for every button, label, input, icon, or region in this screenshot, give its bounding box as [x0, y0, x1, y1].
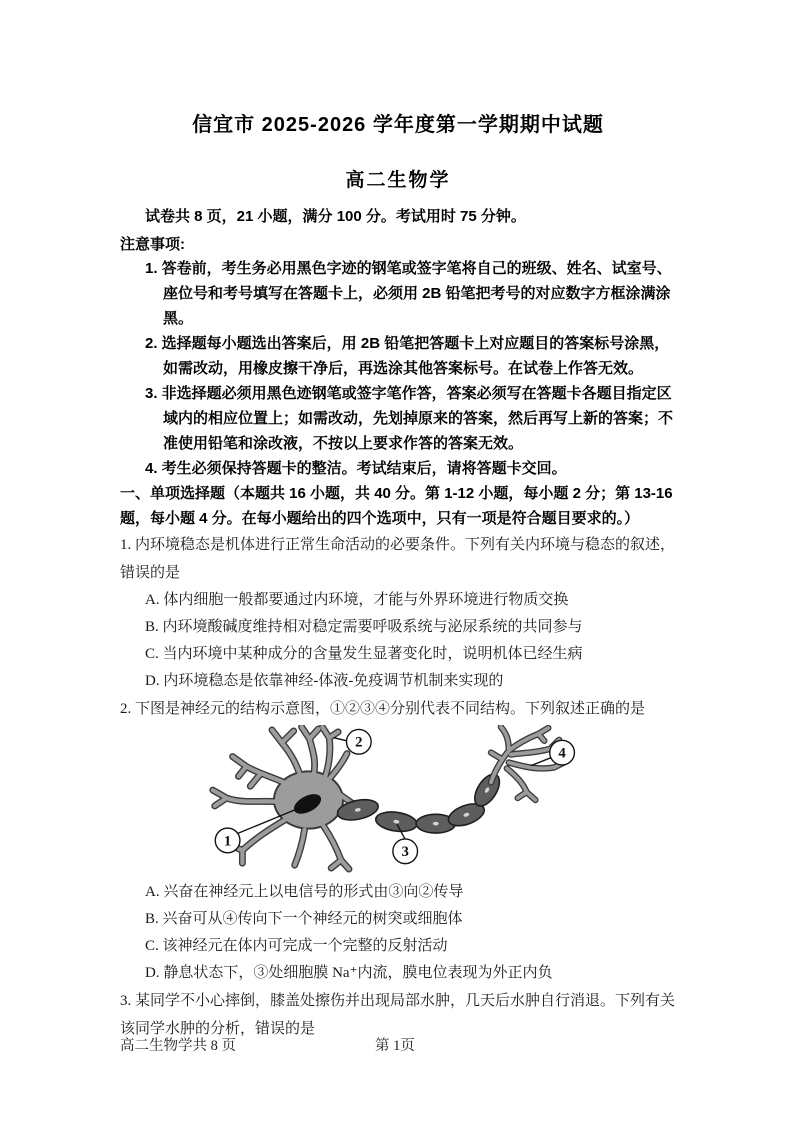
- question-1-option-c: C. 当内环境中某种成分的含量发生显著变化时，说明机体已经生病: [145, 646, 583, 662]
- svg-text:1: 1: [223, 833, 232, 850]
- question-1-option-a: A. 体内细胞一般都要通过内环境，才能与外界环境进行物质交换: [145, 592, 569, 608]
- question-2-option-a: A. 兴奋在神经元上以电信号的形式由③向②传导: [145, 884, 464, 900]
- question-1-option-d: D. 内环境稳态是依靠神经-体液-免疫调节机制来实现的: [145, 673, 504, 689]
- footer-page-number: 第 1页: [375, 1038, 415, 1054]
- page-footer: [120, 1036, 720, 1056]
- exam-title: 信宜市 2025-2026 学年度第一学期期中试题: [192, 114, 604, 136]
- neuron-diagram: [200, 725, 640, 873]
- question-2-option-c: C. 该神经元在体内可完成一个完整的反射活动: [145, 938, 448, 954]
- footer-booklet-info: 高二生物学共 8 页: [120, 1038, 236, 1054]
- notice-item-3: 3. 非选择题必须用黑色迹钢笔或签字笔作答，答案必须写在答题卡各题目指定区域内的相应位置上；如需改动，先划掉原来的答案，然后再写上新的答案；不准使用铅笔和涂改液，不按以上要求作答的答案无效。: [145, 385, 674, 452]
- notice-heading: 注意事项:: [120, 236, 185, 253]
- question-1-option-b: B. 内环境酸碱度维持相对稳定需要呼吸系统与泌尿系统的共同参与: [145, 619, 583, 635]
- exam-page: [120, 0, 676, 1043]
- exam-subject: 高二生物学: [345, 170, 451, 191]
- exam-info: 试卷共 8 页，21 小题，满分 100 分。考试用时 75 分钟。: [145, 208, 526, 225]
- section-heading: 一、单项选择题（本题共 16 小题，共 40 分。第 1-12 小题，每小题 2 分；第 13-16 题，每小题 4 分。在每小题给出的四个选项中，只有一项是符合题目要求的。）: [120, 485, 673, 527]
- question-2-option-d: D. 静息状态下，③处细胞膜 Na⁺内流，膜电位表现为外正内负: [145, 965, 553, 981]
- notice-item-4: 4. 考生必须保持答题卡的整洁。考试结束后，请将答题卡交回。: [145, 460, 567, 477]
- svg-text:3: 3: [401, 844, 409, 861]
- question-2-option-b: B. 兴奋可从④传向下一个神经元的树突或细胞体: [145, 911, 463, 927]
- notice-item-1: 1. 答卷前，考生务必用黑色字迹的钢笔或签字笔将自己的班级、姓名、试室号、座位号和考号填写在答题卡上，必须用 2B 铅笔把考号的对应数字方框涂满涂黑。: [145, 260, 672, 327]
- question-3-stem: 3. 某同学不小心摔倒，膝盖处擦伤并出现局部水肿，几天后水肿自行消退。下列有关该同学水肿的分析，错误的是: [120, 993, 676, 1037]
- question-1-stem: 1. 内环境稳态是机体进行正常生命活动的必要条件。下列有关内环境与稳态的叙述，错误的是: [120, 537, 676, 581]
- svg-text:4: 4: [558, 745, 566, 762]
- question-2-stem: 2. 下图是神经元的结构示意图，①②③④分别代表不同结构。下列叙述正确的是: [120, 701, 646, 717]
- myelin-sheath: [336, 770, 505, 834]
- svg-text:2: 2: [355, 734, 363, 751]
- notice-item-2: 2. 选择题每小题选出答案后，用 2B 铅笔把答题卡上对应题目的答案标号涂黑，如需改动，用橡皮擦干净后，再选涂其他答案标号。在试卷上作答无效。: [145, 335, 670, 377]
